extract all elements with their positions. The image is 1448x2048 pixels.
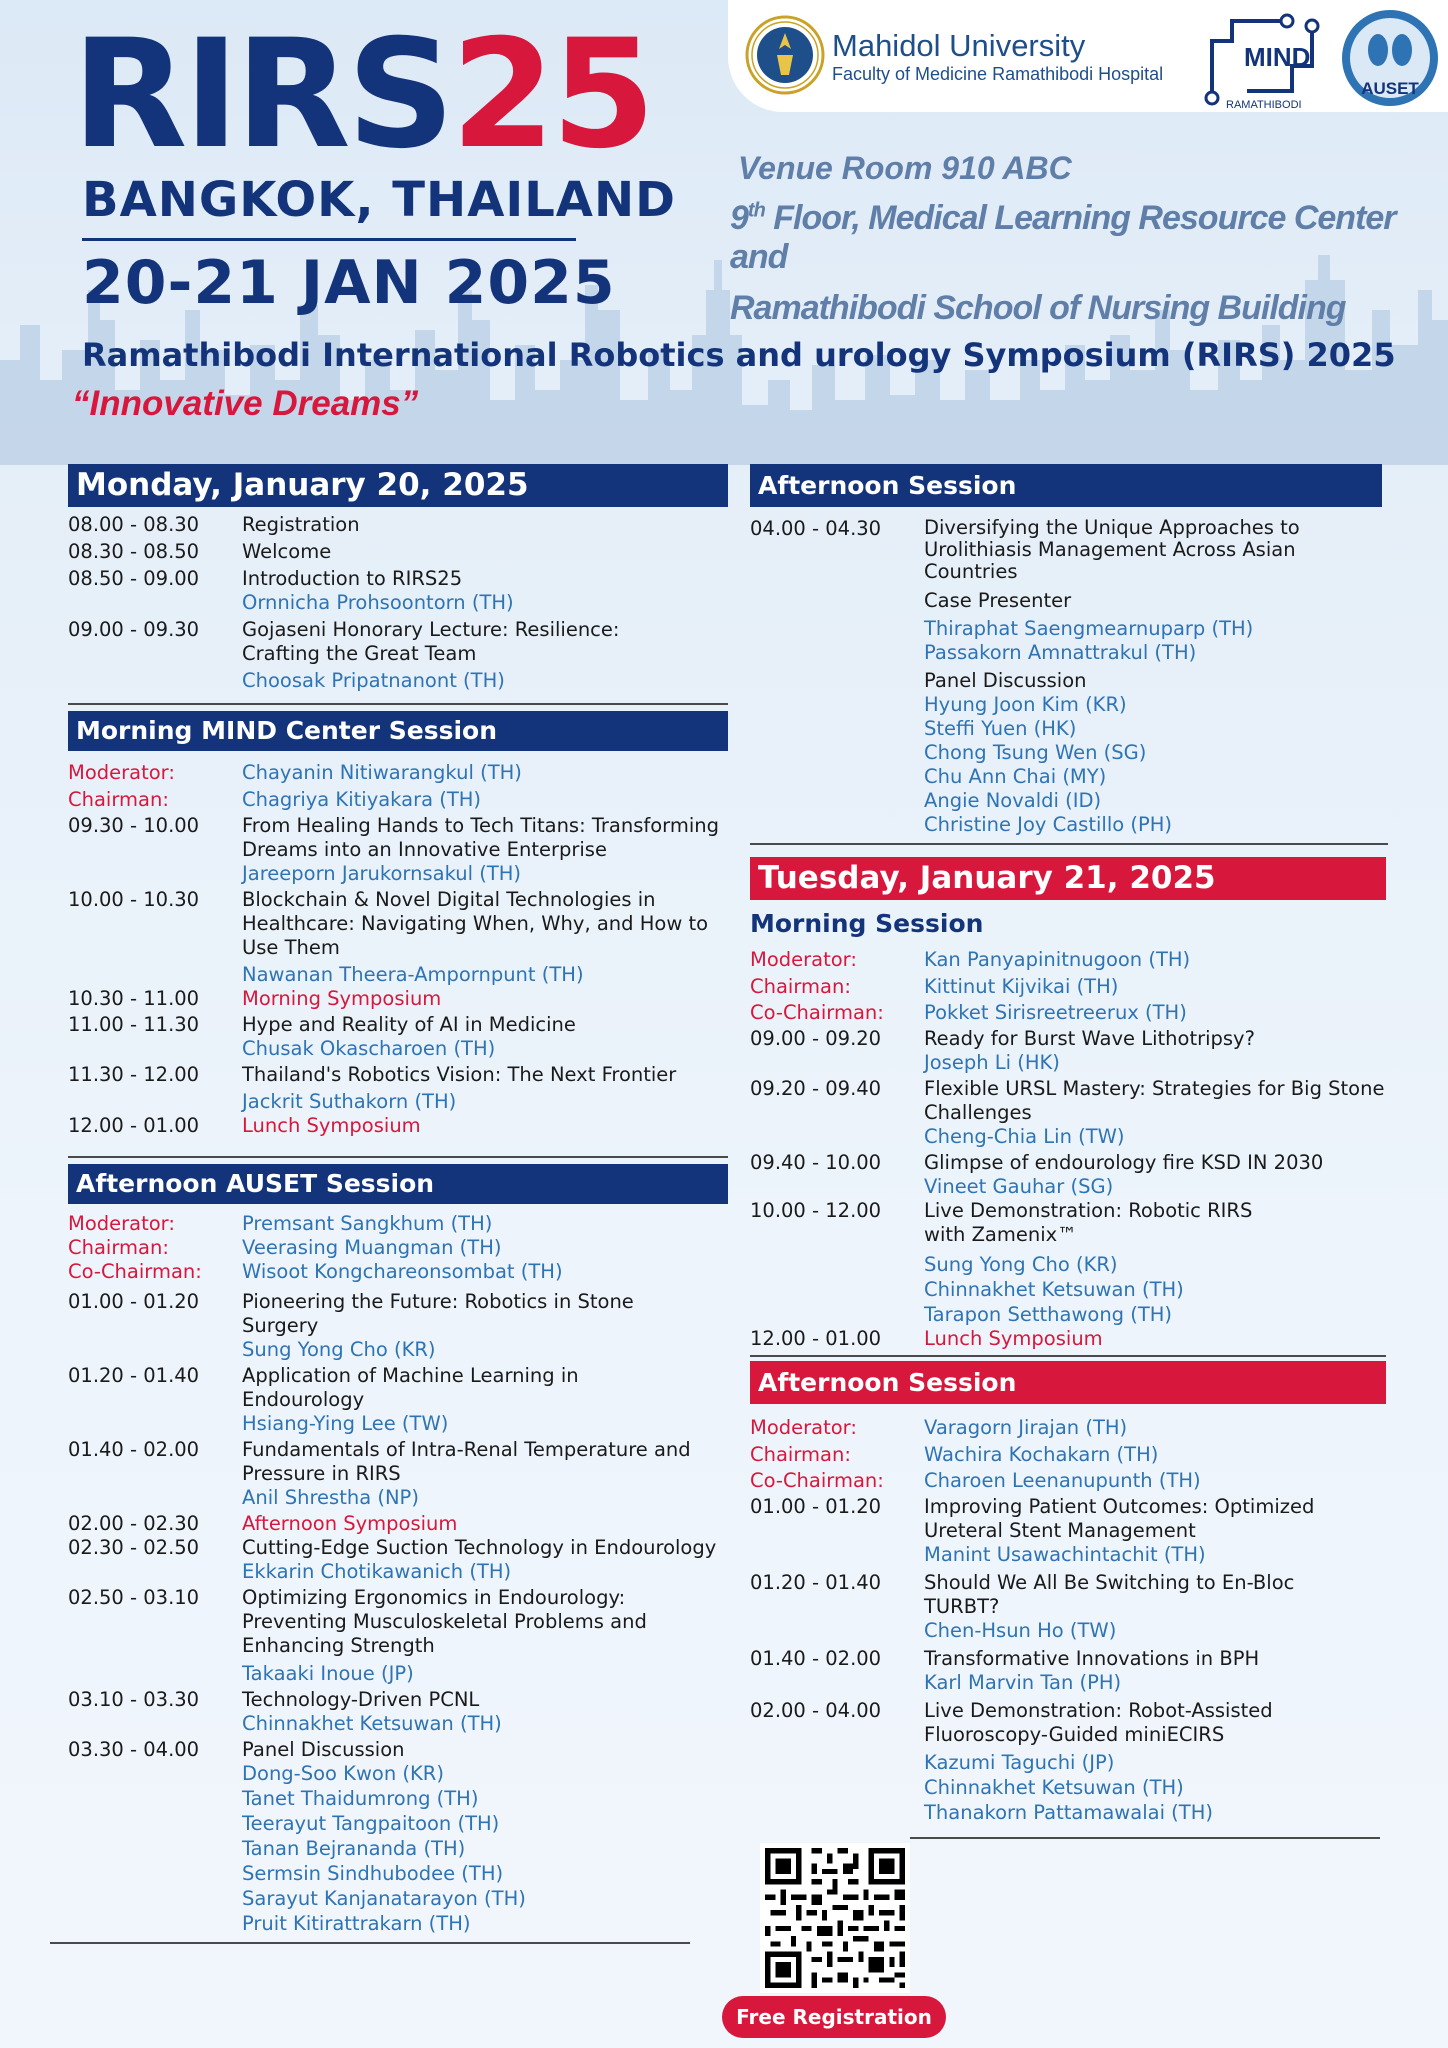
speaker-name: Chinnakhet Ketsuwan (TH) xyxy=(924,1278,1184,1301)
symposium-title: Ramathibodi International Robotics and urology Symposium (RIRS) 2025 xyxy=(82,336,1396,374)
speaker-name: Cheng-Chia Lin (TW) xyxy=(924,1125,1125,1148)
monday-day-header: Monday, January 20, 2025 xyxy=(68,464,728,507)
speaker-name: Chen-Hsun Ho (TW) xyxy=(924,1619,1117,1642)
speaker-name: Karl Marvin Tan (PH) xyxy=(924,1671,1122,1694)
panelist: Hyung Joon Kim (KR) xyxy=(924,693,1127,716)
schedule-row: 08.50 - 09.00 Introduction to RIRS25 Ornnicha Prohsoontorn (TH) xyxy=(68,567,514,614)
panelist: Sarayut Kanjanatarayon (TH) xyxy=(242,1887,526,1910)
tuesday-morning-title: Morning Session xyxy=(750,909,984,938)
schedule-row: 02.00 - 02.30 Afternoon Symposium xyxy=(68,1512,458,1535)
header xyxy=(0,0,1448,465)
case-presenter: Passakorn Amnattrakul (TH) xyxy=(924,641,1197,664)
schedule-row: 10.30 - 11.00 Morning Symposium xyxy=(68,987,442,1010)
event-city: BANGKOK, THAILAND xyxy=(82,172,676,228)
panelist: Dong-Soo Kwon (KR) xyxy=(242,1762,444,1785)
speaker-name: Nawanan Theera-Ampornpunt (TH) xyxy=(242,963,584,986)
schedule-row: 02.50 - 03.10 Optimizing Ergonomics in Endourology: Preventing Musculoskeletal Problems and Enhancing Strength Takaaki Inoue (JP) xyxy=(68,1586,728,1686)
speaker-name: Jackrit Suthakorn (TH) xyxy=(242,1090,457,1113)
speaker-name: Vineet Gauhar (SG) xyxy=(924,1175,1114,1198)
registration-qr-code[interactable] xyxy=(760,1843,910,1993)
panelist: Teerayut Tangpaitoon (TH) xyxy=(242,1812,500,1835)
free-registration-button[interactable]: Free Registration xyxy=(722,1996,946,2038)
speaker-name: Choosak Pripatnanont (TH) xyxy=(242,669,505,692)
speaker-name: Anil Shrestha (NP) xyxy=(242,1486,419,1509)
schedule-row: 11.00 - 11.30 Hype and Reality of AI in Medicine Chusak Okascharoen (TH) xyxy=(68,1013,576,1060)
venue-info xyxy=(730,150,1448,328)
panelist: Pruit Kitirattrakarn (TH) xyxy=(242,1912,471,1935)
speaker-name: Ornnicha Prohsoontorn (TH) xyxy=(242,591,514,614)
auset-session-header: Afternoon AUSET Session xyxy=(68,1164,728,1204)
panelist: Steffi Yuen (HK) xyxy=(924,717,1077,740)
university-name: Mahidol University xyxy=(832,28,1086,63)
chairman-row: Chairman: Kittinut Kijvikai (TH) xyxy=(750,975,1119,998)
schedule-row: 03.10 - 03.30 Technology-Driven PCNL Chinnakhet Ketsuwan (TH) xyxy=(68,1688,502,1735)
divider xyxy=(910,1837,1380,1839)
mind-center-logo xyxy=(1202,6,1332,110)
speaker-name: Tarapon Setthawong (TH) xyxy=(924,1303,1173,1326)
brand-year-text: 25 xyxy=(450,8,652,182)
tagline: “Innovative Dreams” xyxy=(72,384,419,423)
speaker-name: Sung Yong Cho (KR) xyxy=(242,1338,436,1361)
divider xyxy=(50,1942,690,1944)
panelist: Tanet Thaidumrong (TH) xyxy=(242,1787,479,1810)
schedule-row: 01.40 - 02.00 Fundamentals of Intra-Renal Temperature and Pressure in RIRS Anil Shrestha (NP) xyxy=(68,1438,691,1509)
speaker-name: Hsiang-Ying Lee (TW) xyxy=(242,1412,449,1435)
event-brand-logo xyxy=(72,8,652,182)
cochairman-row: Co-Chairman: Charoen Leenanupunth (TH) xyxy=(750,1469,1201,1492)
tuesday-afternoon-header: Afternoon Session xyxy=(750,1361,1386,1404)
svg-text:AUSET: AUSET xyxy=(1361,79,1419,98)
brand-main-text: RIRS xyxy=(72,8,451,182)
panel-row: 03.30 - 04.00 Panel Discussion Dong-Soo Kwon (KR) Tanet Thaidumrong (TH) Teerayut Tangpaitoon (TH) Tanan Bejrananda (TH) Sermsin Sindhubodee (TH) Sarayut Kanjanatarayon (TH) Pruit Kitirattrakarn (TH) xyxy=(68,1738,728,1936)
right-program xyxy=(750,464,1390,1839)
mind-session-header: Morning MIND Center Session xyxy=(68,711,728,751)
tuesday-day-header: Tuesday, January 21, 2025 xyxy=(750,857,1386,900)
speaker-name: Chinnakhet Ketsuwan (TH) xyxy=(242,1712,502,1735)
schedule-row: 09.30 - 10.00 From Healing Hands to Tech Titans: Transforming Dreams into an Innovative Enterprise Jareeporn Jarukornsakul (TH) xyxy=(68,814,720,885)
schedule-row: 12.00 - 01.00 Lunch Symposium xyxy=(68,1114,421,1137)
schedule-row: 09.20 - 09.40 Flexible URSL Mastery: Strategies for Big Stone Challenges Cheng-Chia Lin (TW) xyxy=(750,1077,1385,1148)
divider xyxy=(750,1355,1386,1357)
auset-logo xyxy=(1340,8,1440,108)
speaker-name: Manint Usawachintachit (TH) xyxy=(924,1543,1206,1566)
svg-text:RAMATHIBODI: RAMATHIBODI xyxy=(1226,99,1302,110)
schedule-row: 01.20 - 01.40 Should We All Be Switching to En-Bloc TURBT? Chen-Hsun Ho (TW) xyxy=(750,1571,1295,1642)
speaker-name: Kazumi Taguchi (JP) xyxy=(924,1751,1115,1774)
panelist: Chu Ann Chai (MY) xyxy=(924,765,1107,788)
divider xyxy=(750,843,1388,845)
case-presenter: Thiraphat Saengmearnuparp (TH) xyxy=(924,617,1254,640)
speaker-name: Chusak Okascharoen (TH) xyxy=(242,1037,496,1060)
schedule-row: 01.00 - 01.20 Pioneering the Future: Robotics in Stone Surgery Sung Yong Cho (KR) xyxy=(68,1290,634,1361)
moderator-row: Moderator: Varagorn Jirajan (TH) xyxy=(750,1416,1128,1439)
chairman-row: Chairman: Wachira Kochakarn (TH) xyxy=(750,1443,1159,1466)
panelist: Tanan Bejrananda (TH) xyxy=(242,1837,466,1860)
divider xyxy=(68,1156,728,1158)
speaker-name: Thanakorn Pattamawalai (TH) xyxy=(924,1801,1213,1824)
speaker-name: Ekkarin Chotikawanich (TH) xyxy=(242,1560,512,1583)
monday-afternoon-header: Afternoon Session xyxy=(750,464,1382,507)
divider xyxy=(82,238,576,241)
schedule-row: 09.00 - 09.20 Ready for Burst Wave Lithotripsy? Joseph Li (HK) xyxy=(750,1027,1255,1074)
mahidol-seal-icon xyxy=(745,15,825,95)
venue-floor: 9th Floor, Medical Learning Resource Center and xyxy=(730,199,1396,276)
speaker-name: Jareeporn Jarukornsakul (TH) xyxy=(242,862,522,885)
venue-room: Venue Room 910 ABC xyxy=(738,150,1072,186)
svg-text:MIND: MIND xyxy=(1244,42,1311,72)
panelist: Christine Joy Castillo (PH) xyxy=(924,813,1172,836)
monday-program xyxy=(68,464,728,1944)
schedule-row: 01.40 - 02.00 Transformative Innovations in BPH Karl Marvin Tan (PH) xyxy=(750,1647,1260,1694)
speaker-name: Joseph Li (HK) xyxy=(924,1051,1060,1074)
chairman-row: Chairman: Chagriya Kitiyakara (TH) xyxy=(68,788,482,811)
speaker-name: Chinnakhet Ketsuwan (TH) xyxy=(924,1776,1184,1799)
divider xyxy=(68,703,728,705)
panelist: Angie Novaldi (ID) xyxy=(924,789,1102,812)
event-dates: 20-21 JAN 2025 xyxy=(82,248,616,318)
cochairman-row: Co-Chairman: Wisoot Kongchareonsombat (TH) xyxy=(68,1260,563,1283)
moderator-row: Moderator: Kan Panyapinitnugoon (TH) xyxy=(750,948,1191,971)
cochairman-row: Co-Chairman: Pokket Sirisreetreerux (TH) xyxy=(750,1001,1187,1024)
moderator-row: Moderator: Chayanin Nitiwarangkul (TH) xyxy=(68,761,522,784)
chairman-row: Chairman: Veerasing Muangman (TH) xyxy=(68,1236,502,1259)
schedule-row: 10.00 - 10.30 Blockchain & Novel Digital Technologies in Healthcare: Navigating When, Why, and How to Use Them Nawanan Theera-Ampornpunt (TH) xyxy=(68,888,728,987)
panelist: Chong Tsung Wen (SG) xyxy=(924,741,1147,764)
schedule-row: 10.00 - 12.00 Live Demonstration: Robotic RIRS with Zamenix™ Sung Yong Cho (KR) Chinnakhet Ketsuwan (TH) Tarapon Setthawong (TH) xyxy=(750,1199,1390,1327)
schedule-row: 01.20 - 01.40 Application of Machine Learning in Endourology Hsiang-Ying Lee (TW) xyxy=(68,1364,579,1435)
schedule-row: 09.40 - 10.00 Glimpse of endourology fire KSD IN 2030 Vineet Gauhar (SG) xyxy=(750,1151,1324,1198)
panelist: Sermsin Sindhubodee (TH) xyxy=(242,1862,504,1885)
schedule-row: 11.30 - 12.00 Thailand's Robotics Vision: The Next Frontier Jackrit Suthakorn (TH) xyxy=(68,1063,728,1114)
faculty-name: Faculty of Medicine Ramathibodi Hospital xyxy=(832,64,1164,84)
venue-building: Ramathibodi School of Nursing Building xyxy=(730,289,1346,327)
moderator-row: Moderator: Premsant Sangkhum (TH) xyxy=(68,1212,493,1235)
schedule-row: 04.00 - 04.30 Diversifying the Unique Approaches to Urolithiasis Management Across Asian Countries Case Presenter Thiraphat Saengmearnuparp (TH) Passakorn Amnattrakul (TH) Panel Discussion Hyung Joon Kim (KR) Steffi Yuen (HK) Chong Tsung Wen (SG) Chu Ann Chai (MY) Angie Novaldi (ID) Christine Joy Castillo (PH) xyxy=(750,517,1390,837)
speaker-name: Sung Yong Cho (KR) xyxy=(924,1253,1118,1276)
schedule-row: 02.30 - 02.50 Cutting-Edge Suction Technology in Endourology Ekkarin Chotikawanich (TH) xyxy=(68,1536,717,1583)
schedule-row: 01.00 - 01.20 Improving Patient Outcomes: Optimized Ureteral Stent Management Manint Usawachintachit (TH) xyxy=(750,1495,1315,1566)
schedule-row: 09.00 - 09.30 Gojaseni Honorary Lecture: Resilience: Crafting the Great Team Choosak Pripatnanont (TH) xyxy=(68,618,728,693)
schedule-row: 08.00 - 08.30 Registration xyxy=(68,513,360,536)
schedule-row: 12.00 - 01.00 Lunch Symposium xyxy=(750,1327,1103,1350)
speaker-name: Takaaki Inoue (JP) xyxy=(242,1662,414,1685)
schedule-row: 08.30 - 08.50 Welcome xyxy=(68,540,332,563)
schedule-row: 02.00 - 04.00 Live Demonstration: Robot-Assisted Fluoroscopy-Guided miniECIRS Kazumi Taguchi (JP) Chinnakhet Ketsuwan (TH) Thanakorn Pattamawalai (TH) xyxy=(750,1699,1390,1825)
